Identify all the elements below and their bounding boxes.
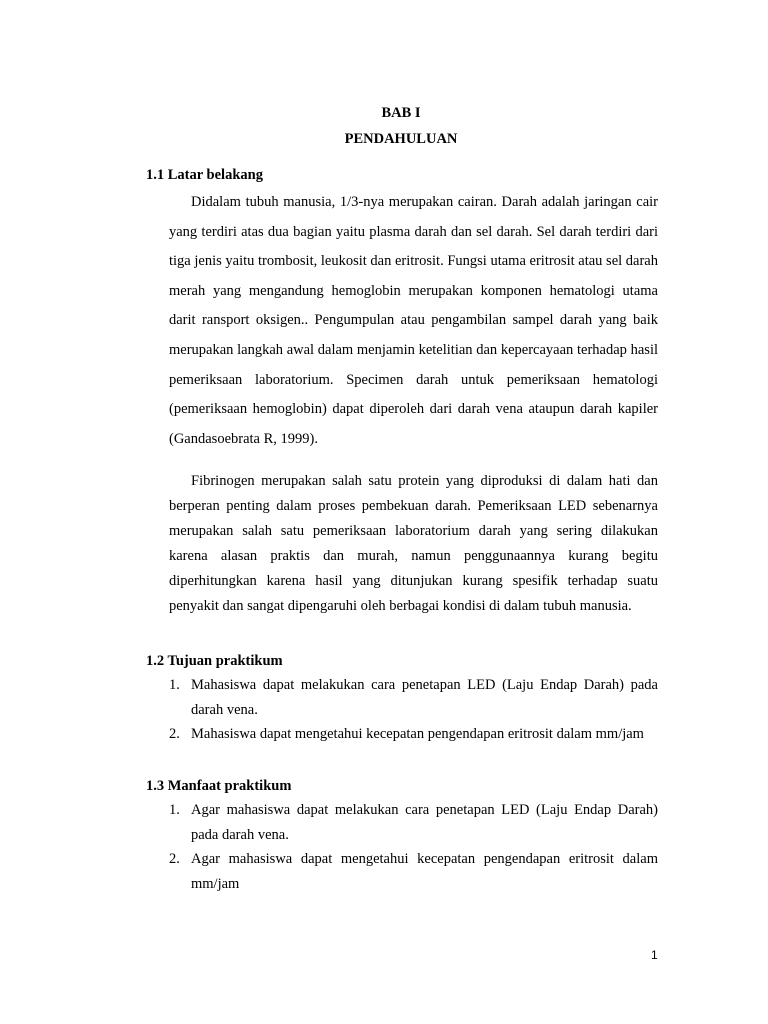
paragraph-latar-belakang-2: Fibrinogen merupakan salah satu protein yang diproduksi di dalam hati dan berperan penting dalam proses pembekuan darah. Pemeriksaan LED sebenarnya merupakan salah satu pemeriksaan laboratorium darah yang sering dilakukan karena alasan praktis dan murah, namun penggunaannya kurang begitu diperhitungkan karena hasil yang ditunjukan kurang spesifik terhadap suatu penyakit dan sangat dipengaruhi oleh berbagai kondisi di dalam tubuh manusia. <box>169 473 658 614</box>
list-text: Agar mahasiswa dapat melakukan cara penetapan LED (Laju Endap Darah) pada darah vena. <box>191 802 658 843</box>
list-text: Mahasiswa dapat melakukan cara penetapan LED (Laju Endap Darah) pada darah vena. <box>191 677 658 718</box>
paragraph-latar-belakang-1: Didalam tubuh manusia, 1/3-nya merupakan cairan. Darah adalah jaringan cair yang terdiri atas dua bagian yaitu plasma darah dan sel darah. Sel darah terdiri dari tiga jenis yaitu trombosit, leukosit dan eritrosit. Fungsi utama eritrosit atau sel darah merah yang mengandung hemoglobin merupakan komponen hematologi utama darit ransport oksigen.. Pengumpulan atau pengambilan sampel darah yang baik merupakan langkah awal dalam menjamin ketelitian dan kepercayaan terhadap hasil pemeriksaan laboratorium. Specimen darah untuk pemeriksaan hematologi (pemeriksaan hemoglobin) dapat diperoleh dari darah vena ataupun darah kapiler (Gandasoebrata R, 1999). <box>169 194 658 447</box>
list-number: 1. <box>169 802 180 818</box>
list-item-tujuan-1 <box>169 673 658 723</box>
section-heading-manfaat: 1.3 Manfaat praktikum <box>146 778 292 794</box>
chapter-label: BAB I <box>381 105 421 121</box>
list-number: 2. <box>169 726 180 742</box>
section-heading-tujuan: 1.2 Tujuan praktikum <box>146 653 283 669</box>
list-item-manfaat-2 <box>169 847 658 897</box>
list-text: Agar mahasiswa dapat mengetahui kecepatan pengendapan eritrosit dalam mm/jam <box>191 851 658 892</box>
list-text: Mahasiswa dapat mengetahui kecepatan pengendapan eritrosit dalam mm/jam <box>191 726 644 742</box>
list-number: 2. <box>169 851 180 867</box>
list-item-tujuan-2 <box>169 722 658 747</box>
chapter-title: PENDAHULUAN <box>344 131 458 147</box>
section-heading-latar-belakang: 1.1 Latar belakang <box>146 167 263 183</box>
list-item-manfaat-1 <box>169 798 658 848</box>
page-number: 1 <box>651 948 658 962</box>
list-number: 1. <box>169 677 180 693</box>
